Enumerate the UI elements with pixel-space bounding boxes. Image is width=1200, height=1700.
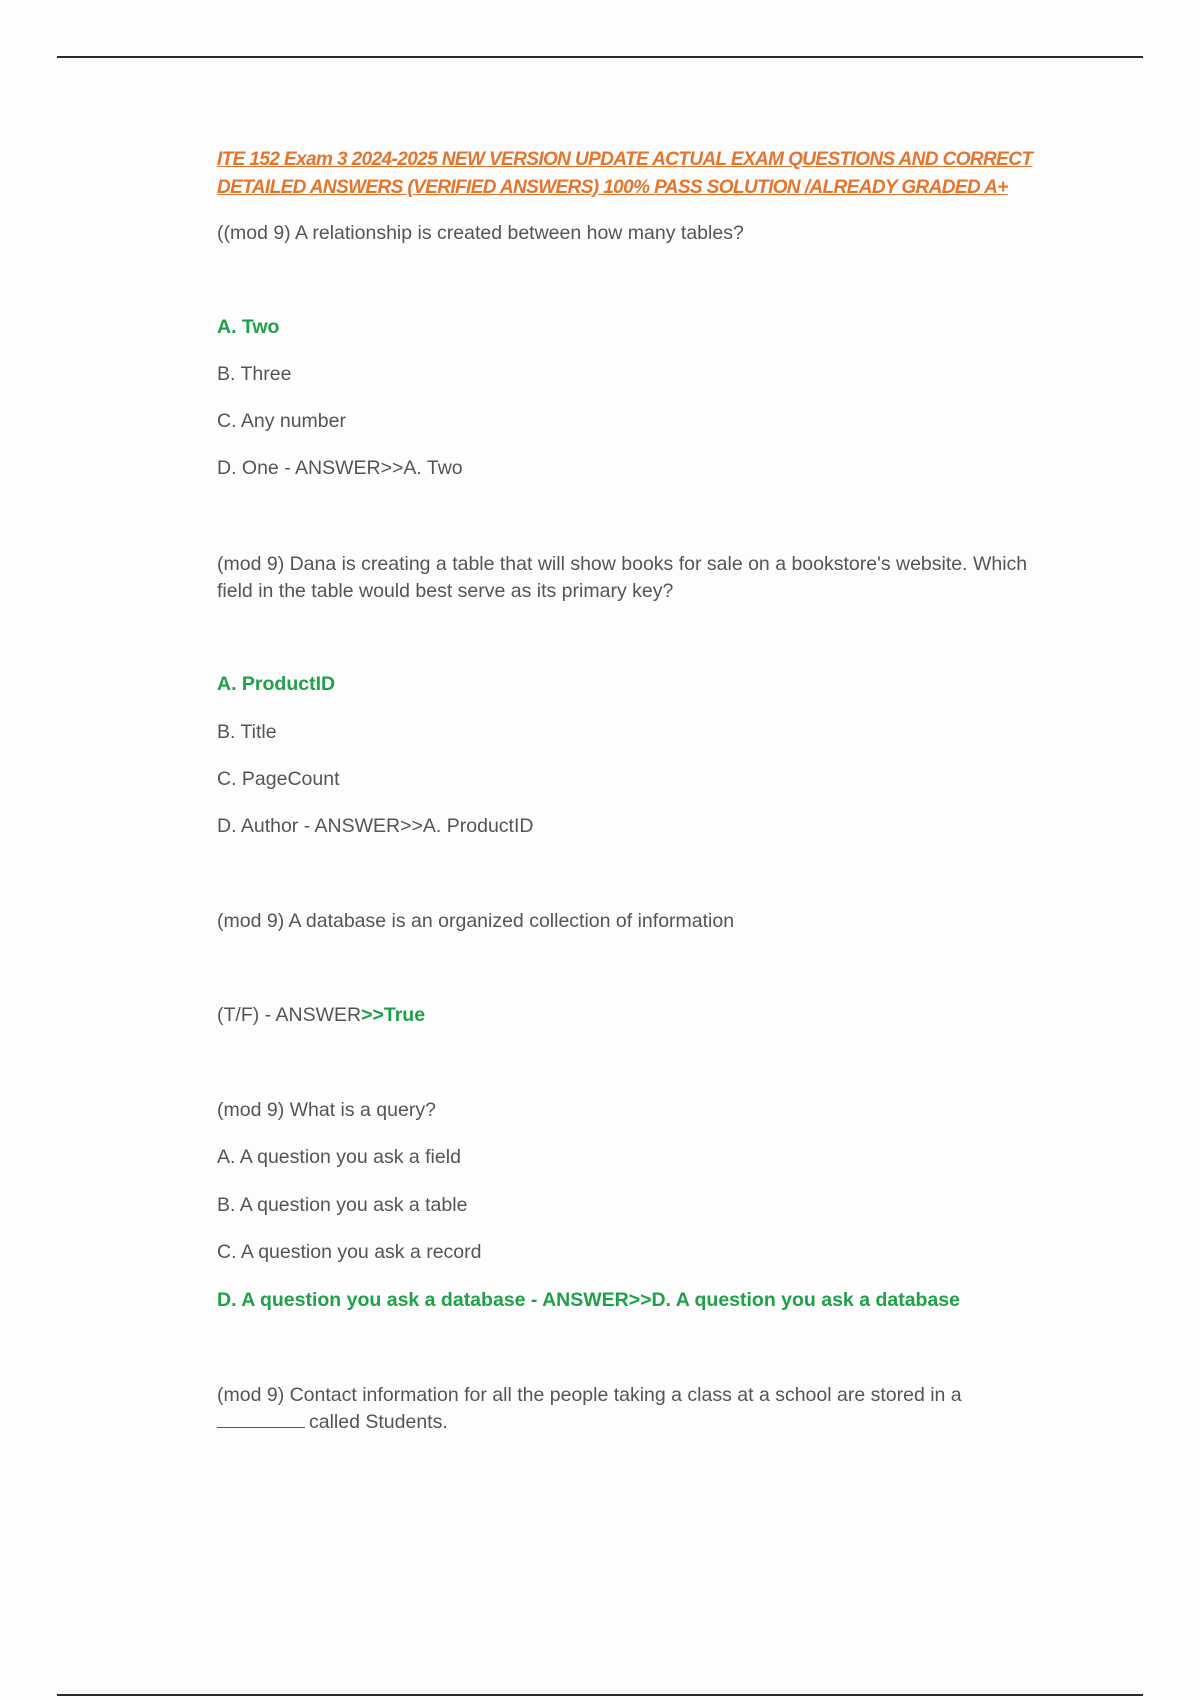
q1-question: ((mod 9) A relationship is created between how many tables?: [217, 222, 744, 244]
q4-option-b: B. A question you ask a table: [217, 1194, 468, 1216]
q3-answer-highlight: >>True: [361, 1004, 426, 1026]
document-title: [217, 146, 1097, 202]
title-line-1: ITE 152 Exam 3 2024-2025 NEW VERSION UPDATE ACTUAL EXAM QUESTIONS AND CORRECT: [217, 149, 1033, 170]
q1-option-c: C. Any number: [217, 410, 346, 432]
q2-question-line-2: field in the table would best serve as its primary key?: [217, 580, 674, 602]
bottom-rule: [57, 1694, 1143, 1696]
q1-option-d: D. One - ANSWER>>A. Two: [217, 457, 463, 479]
q2-option-b: B. Title: [217, 721, 277, 743]
top-rule: [57, 56, 1143, 58]
q5-question-line-1: (mod 9) Contact information for all the people taking a class at a school are stored in a: [217, 1384, 962, 1406]
q4-option-d: D. A question you ask a database - ANSWER>>D. A question you ask a database: [217, 1289, 960, 1311]
q4-question: (mod 9) What is a query?: [217, 1099, 436, 1121]
q1-option-b: B. Three: [217, 363, 292, 385]
q3-answer: [217, 1002, 425, 1028]
q4-option-c: C. A question you ask a record: [217, 1241, 482, 1263]
fill-in-blank: [217, 1427, 305, 1428]
q2-option-c: C. PageCount: [217, 768, 340, 790]
title-line-2: DETAILED ANSWERS (VERIFIED ANSWERS) 100% PASS SOLUTION /ALREADY GRADED A+: [217, 177, 1008, 198]
q5-question-line-2: [217, 1409, 448, 1435]
q2-option-a: A. ProductID: [217, 673, 336, 695]
q3-question: (mod 9) A database is an organized collection of information: [217, 910, 735, 932]
q1-option-a: A. Two: [217, 316, 280, 338]
q2-option-d: D. Author - ANSWER>>A. ProductID: [217, 815, 534, 837]
q5-question-line-2-text: called Students.: [309, 1411, 448, 1433]
q2-question-line-1: (mod 9) Dana is creating a table that will show books for sale on a bookstore's website. Which: [217, 553, 1028, 575]
q3-answer-prefix: (T/F) - ANSWER: [217, 1004, 362, 1026]
q4-option-a: A. A question you ask a field: [217, 1146, 461, 1168]
